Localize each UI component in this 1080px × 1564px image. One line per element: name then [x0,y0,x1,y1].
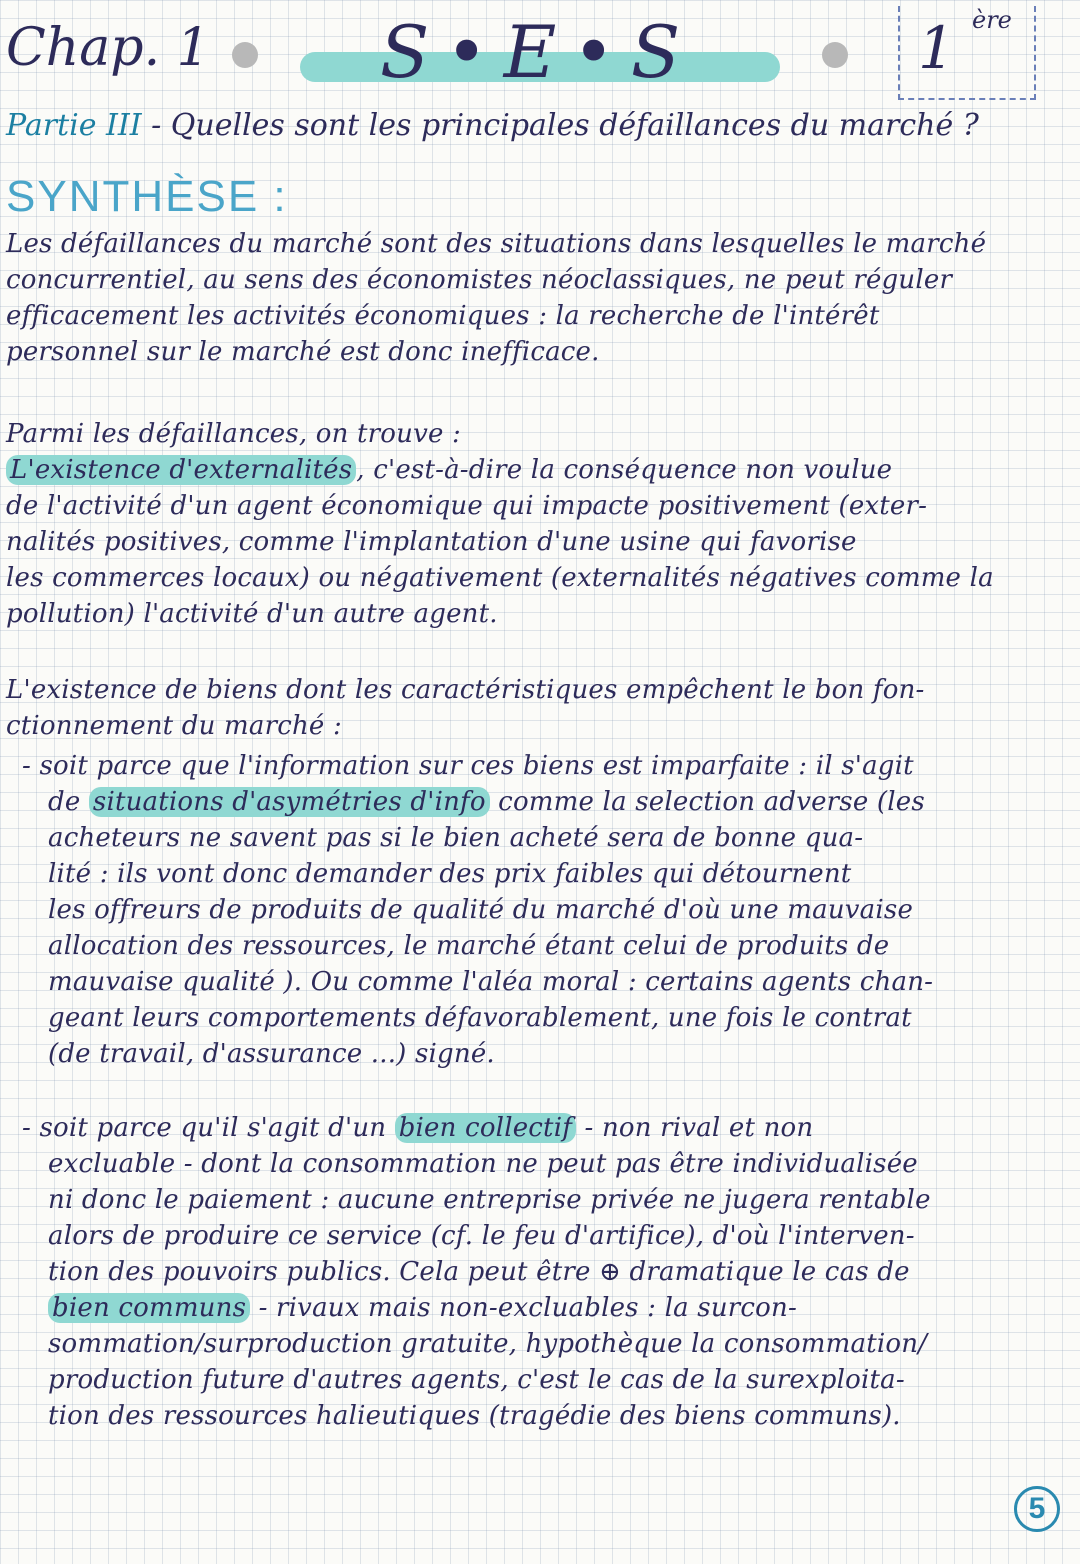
section-question: - Quelles sont les principales défaillances du marché ? [141,108,979,143]
section-heading [6,108,979,143]
text-line: sommation/surproduction gratuite, hypothèque la consommation/ [48,1329,928,1359]
bullet-dot-right [822,42,848,68]
text-line: de l'activité d'un agent économique qui impacte positivement (exter- [6,491,928,521]
highlight-asymetries: situations d'asymétries d'info [89,787,490,817]
text-line: tion des pouvoirs publics. Cela peut être ⊕ dramatique le cas de [48,1257,910,1287]
text-line: efficacement les activités économiques : la recherche de l'intérêt [6,301,880,331]
text-line: acheteurs ne savent pas si le bien acheté sera de bonne qua- [48,823,864,853]
text-line: (de travail, d'assurance ...) signé. [48,1039,495,1069]
subject-title: S•E•S [380,10,697,94]
highlight-externalites: L'existence d'externalités [6,455,356,485]
level-superscript: ère [972,6,1012,34]
bullet-line: - soit parce que l'information sur ces biens est imparfaite : il s'agit [22,751,914,781]
text-line: ni donc le paiement : aucune entreprise privée ne jugera rentable [48,1185,931,1215]
text-line [6,452,1070,488]
page-number-badge: 5 [1014,1486,1060,1532]
text-line: personnel sur le marché est donc inefficace. [6,337,600,367]
text-line: concurrentiel, au sens des économistes néoclassiques, ne peut réguler [6,265,953,295]
text-line: allocation des ressources, le marché étant celui de produits de [48,931,890,961]
text-line: alors de produire ce service (cf. le feu d'artifice), d'où l'interven- [48,1221,915,1251]
highlight-bien-collectif: bien collectif [395,1113,576,1143]
text-line: lité : ils vont donc demander des prix faibles qui détournent [48,859,852,889]
text-line: nalités positives, comme l'implantation d'une usine qui favorise [6,527,857,557]
text-line: pollution) l'activité d'un autre agent. [6,599,498,629]
text-line: mauvaise qualité ). Ou comme l'aléa moral : certains agents chan- [48,967,934,997]
text-span: de [48,787,89,817]
text-span: - non rival et non [576,1113,814,1143]
text-span: - rivaux mais non-excluables : la surcon- [250,1293,797,1323]
text-line: production future d'autres agents, c'est le cas de la surexploita- [48,1365,905,1395]
bullet-dot-left [232,42,258,68]
text-line [48,1290,1070,1326]
text-span: , c'est-à-dire la conséquence non voulue [356,455,893,485]
text-line: Les défaillances du marché sont des situations dans lesquelles le marché [6,229,987,259]
text-line: Parmi les défaillances, on trouve : [6,419,462,449]
text-line: excluable - dont la consommation ne peut pas être individualisée [48,1149,918,1179]
highlight-biens-communs: bien communs [48,1293,250,1323]
level-number: 1 [918,14,955,82]
text-line: ctionnement du marché : [6,711,342,741]
synthese-title: SYNTHÈSE : [6,172,288,221]
bullet-line [22,1110,1070,1146]
text-line: tion des ressources halieutiques (tragédie des biens communs). [48,1401,901,1431]
text-line: geant leurs comportements défavorablement, une fois le contrat [48,1003,912,1033]
section-label: Partie III [6,108,142,143]
text-line: les commerces locaux) ou négativement (externalités négatives comme la [6,563,994,593]
text-span: comme la selection adverse (les [489,787,925,817]
text-line: les offreurs de produits de qualité du marché d'où une mauvaise [48,895,914,925]
text-line: L'existence de biens dont les caractéristiques empêchent le bon fon- [6,675,925,705]
text-span: - soit parce qu'il s'agit d'un [22,1113,395,1143]
chapter-label: Chap. 1 [6,18,210,78]
text-line [48,784,1070,820]
